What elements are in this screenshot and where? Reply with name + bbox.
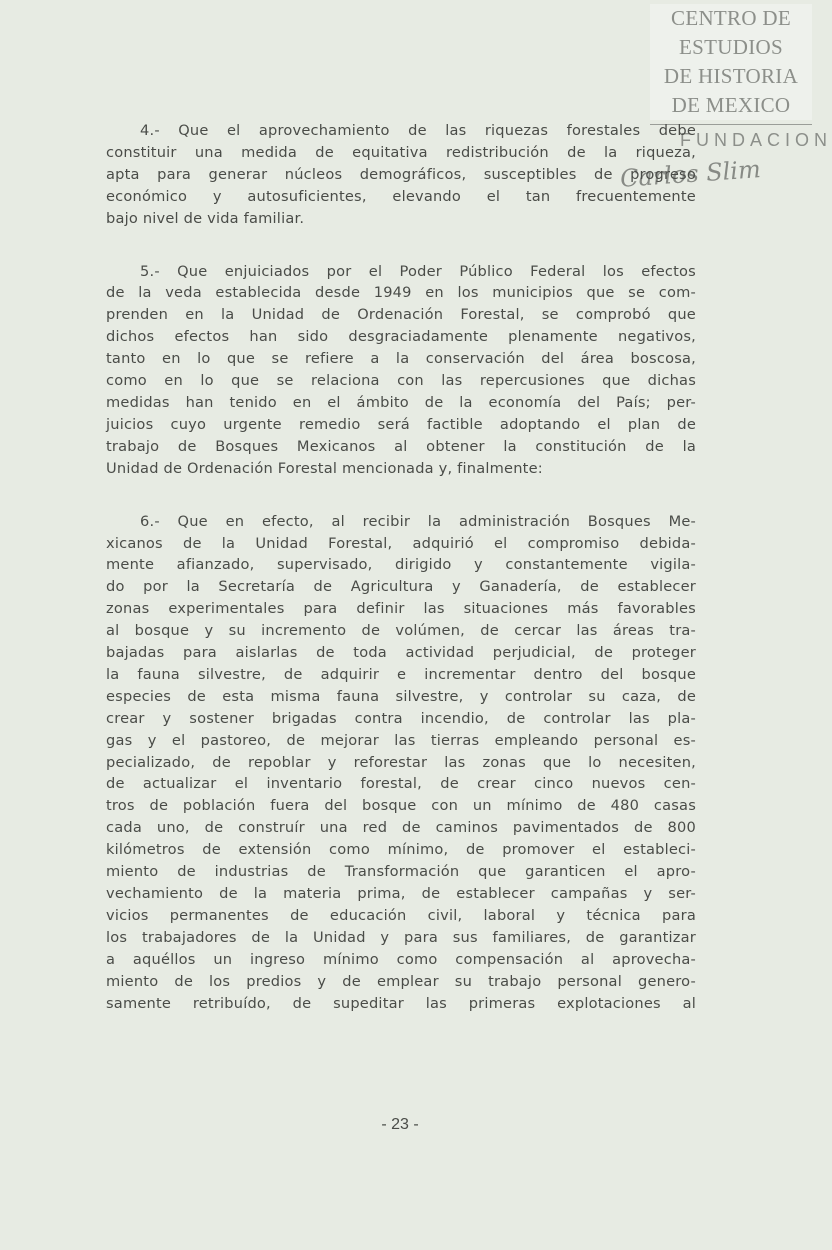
- text-line: pecializado, de repoblar y reforestar las zonas que lo necesiten,: [106, 753, 696, 771]
- stamp-line-3: DE HISTORIA: [663, 64, 799, 88]
- text-line: 5.- Que enjuiciados por el Poder Público Federal los efectos: [140, 262, 696, 280]
- paragraph-6: [106, 511, 696, 1015]
- text-line: constituir una medida de equitativa redistribución de la riqueza,: [106, 143, 696, 161]
- text-line: al bosque y su incremento de volúmen, de cercar las áreas tra-: [106, 622, 696, 640]
- text-line: bajo nivel de vida familiar.: [106, 209, 305, 227]
- text-line: gas y el pastoreo, de mejorar las tierras empleando personal es-: [106, 731, 696, 749]
- text-line: apta para generar núcleos demográficos, susceptibles de progreso: [106, 165, 696, 183]
- text-line: a aquéllos un ingreso mínimo como compensación al aprovecha-: [106, 950, 696, 968]
- text-line: crear y sostener brigadas contra incendio, de controlar las pla-: [106, 709, 696, 727]
- stamp-line-2: ESTUDIOS: [679, 35, 783, 59]
- stamp-subtitle: FUNDACION: [680, 130, 832, 150]
- text-line: los trabajadores de la Unidad y para sus familiares, de garantizar: [106, 928, 696, 946]
- text-line: de la veda establecida desde 1949 en los municipios que se com-: [106, 284, 696, 302]
- text-line: dichos efectos han sido desgraciadamente plenamente negativos,: [106, 328, 696, 346]
- text-line: tanto en lo que se refiere a la conservación del área boscosa,: [106, 350, 696, 368]
- page-number: - 23 -: [381, 1116, 419, 1133]
- text-line: miento de industrias de Transformación que garanticen el apro-: [106, 863, 696, 881]
- text-line: mente afianzado, supervisado, dirigido y constantemente vigila-: [106, 556, 696, 574]
- text-line: económico y autosuficientes, elevando el tan frecuentemente: [106, 187, 696, 205]
- text-line: 4.- Que el aprovechamiento de las riquezas forestales debe: [140, 122, 696, 139]
- text-line: de actualizar el inventario forestal, de crear cinco nuevos cen-: [106, 775, 696, 793]
- stamp-line-4: DE MEXICO: [671, 93, 791, 117]
- text-line: especies de esta misma fauna silvestre, y controlar su caza, de: [106, 687, 696, 705]
- text-line: medidas han tenido en el ámbito de la economía del País; per-: [106, 393, 696, 411]
- document-body: [106, 120, 696, 1014]
- text-line: como en lo que se relaciona con las repercusiones que dichas: [106, 372, 696, 390]
- text-line: la fauna silvestre, de adquirir e incrementar dentro del bosque: [106, 665, 696, 683]
- stamp-line-1: CENTRO DE: [671, 6, 791, 30]
- text-line: 6.- Que en efecto, al recibir la administración Bosques Me-: [140, 512, 696, 530]
- text-line: zonas experimentales para definir las situaciones más favorables: [106, 600, 696, 618]
- paragraph-5: [106, 261, 696, 480]
- text-line: vicios permanentes de educación civil, laboral y técnica para: [106, 906, 696, 924]
- text-line: prenden en la Unidad de Ordenación Forestal, se comprobó que: [106, 306, 696, 324]
- text-line: samente retribuído, de supeditar las primeras explotaciones al: [106, 994, 696, 1012]
- text-line: tros de población fuera del bosque con un mínimo de 480 casas: [106, 797, 696, 815]
- text-line: kilómetros de extensión como mínimo, de promover el estableci-: [106, 841, 696, 859]
- text-line: vechamiento de la materia prima, de establecer campañas y ser-: [106, 885, 696, 902]
- text-line: miento de los predios y de emplear su trabajo personal genero-: [106, 972, 696, 990]
- text-line: cada uno, de construír una red de caminos pavimentados de 800: [106, 819, 696, 837]
- text-line: juicios cuyo urgente remedio será factible adoptando el plan de: [106, 415, 696, 433]
- text-line: trabajo de Bosques Mexicanos al obtener la constitución de la: [106, 437, 696, 455]
- stamp-signature: Carlos Slim: [619, 155, 762, 193]
- text-line: do por la Secretaría de Agricultura y Ganadería, de establecer: [106, 578, 696, 596]
- text-line: bajadas para aislarlas de toda actividad perjudicial, de proteger: [106, 644, 696, 662]
- paragraph-4: [106, 120, 696, 230]
- text-line: xicanos de la Unidad Forestal, adquirió el compromiso debida-: [106, 534, 696, 552]
- archive-stamp: [650, 4, 812, 120]
- text-line: Unidad de Ordenación Forestal mencionada y, finalmente:: [106, 459, 543, 477]
